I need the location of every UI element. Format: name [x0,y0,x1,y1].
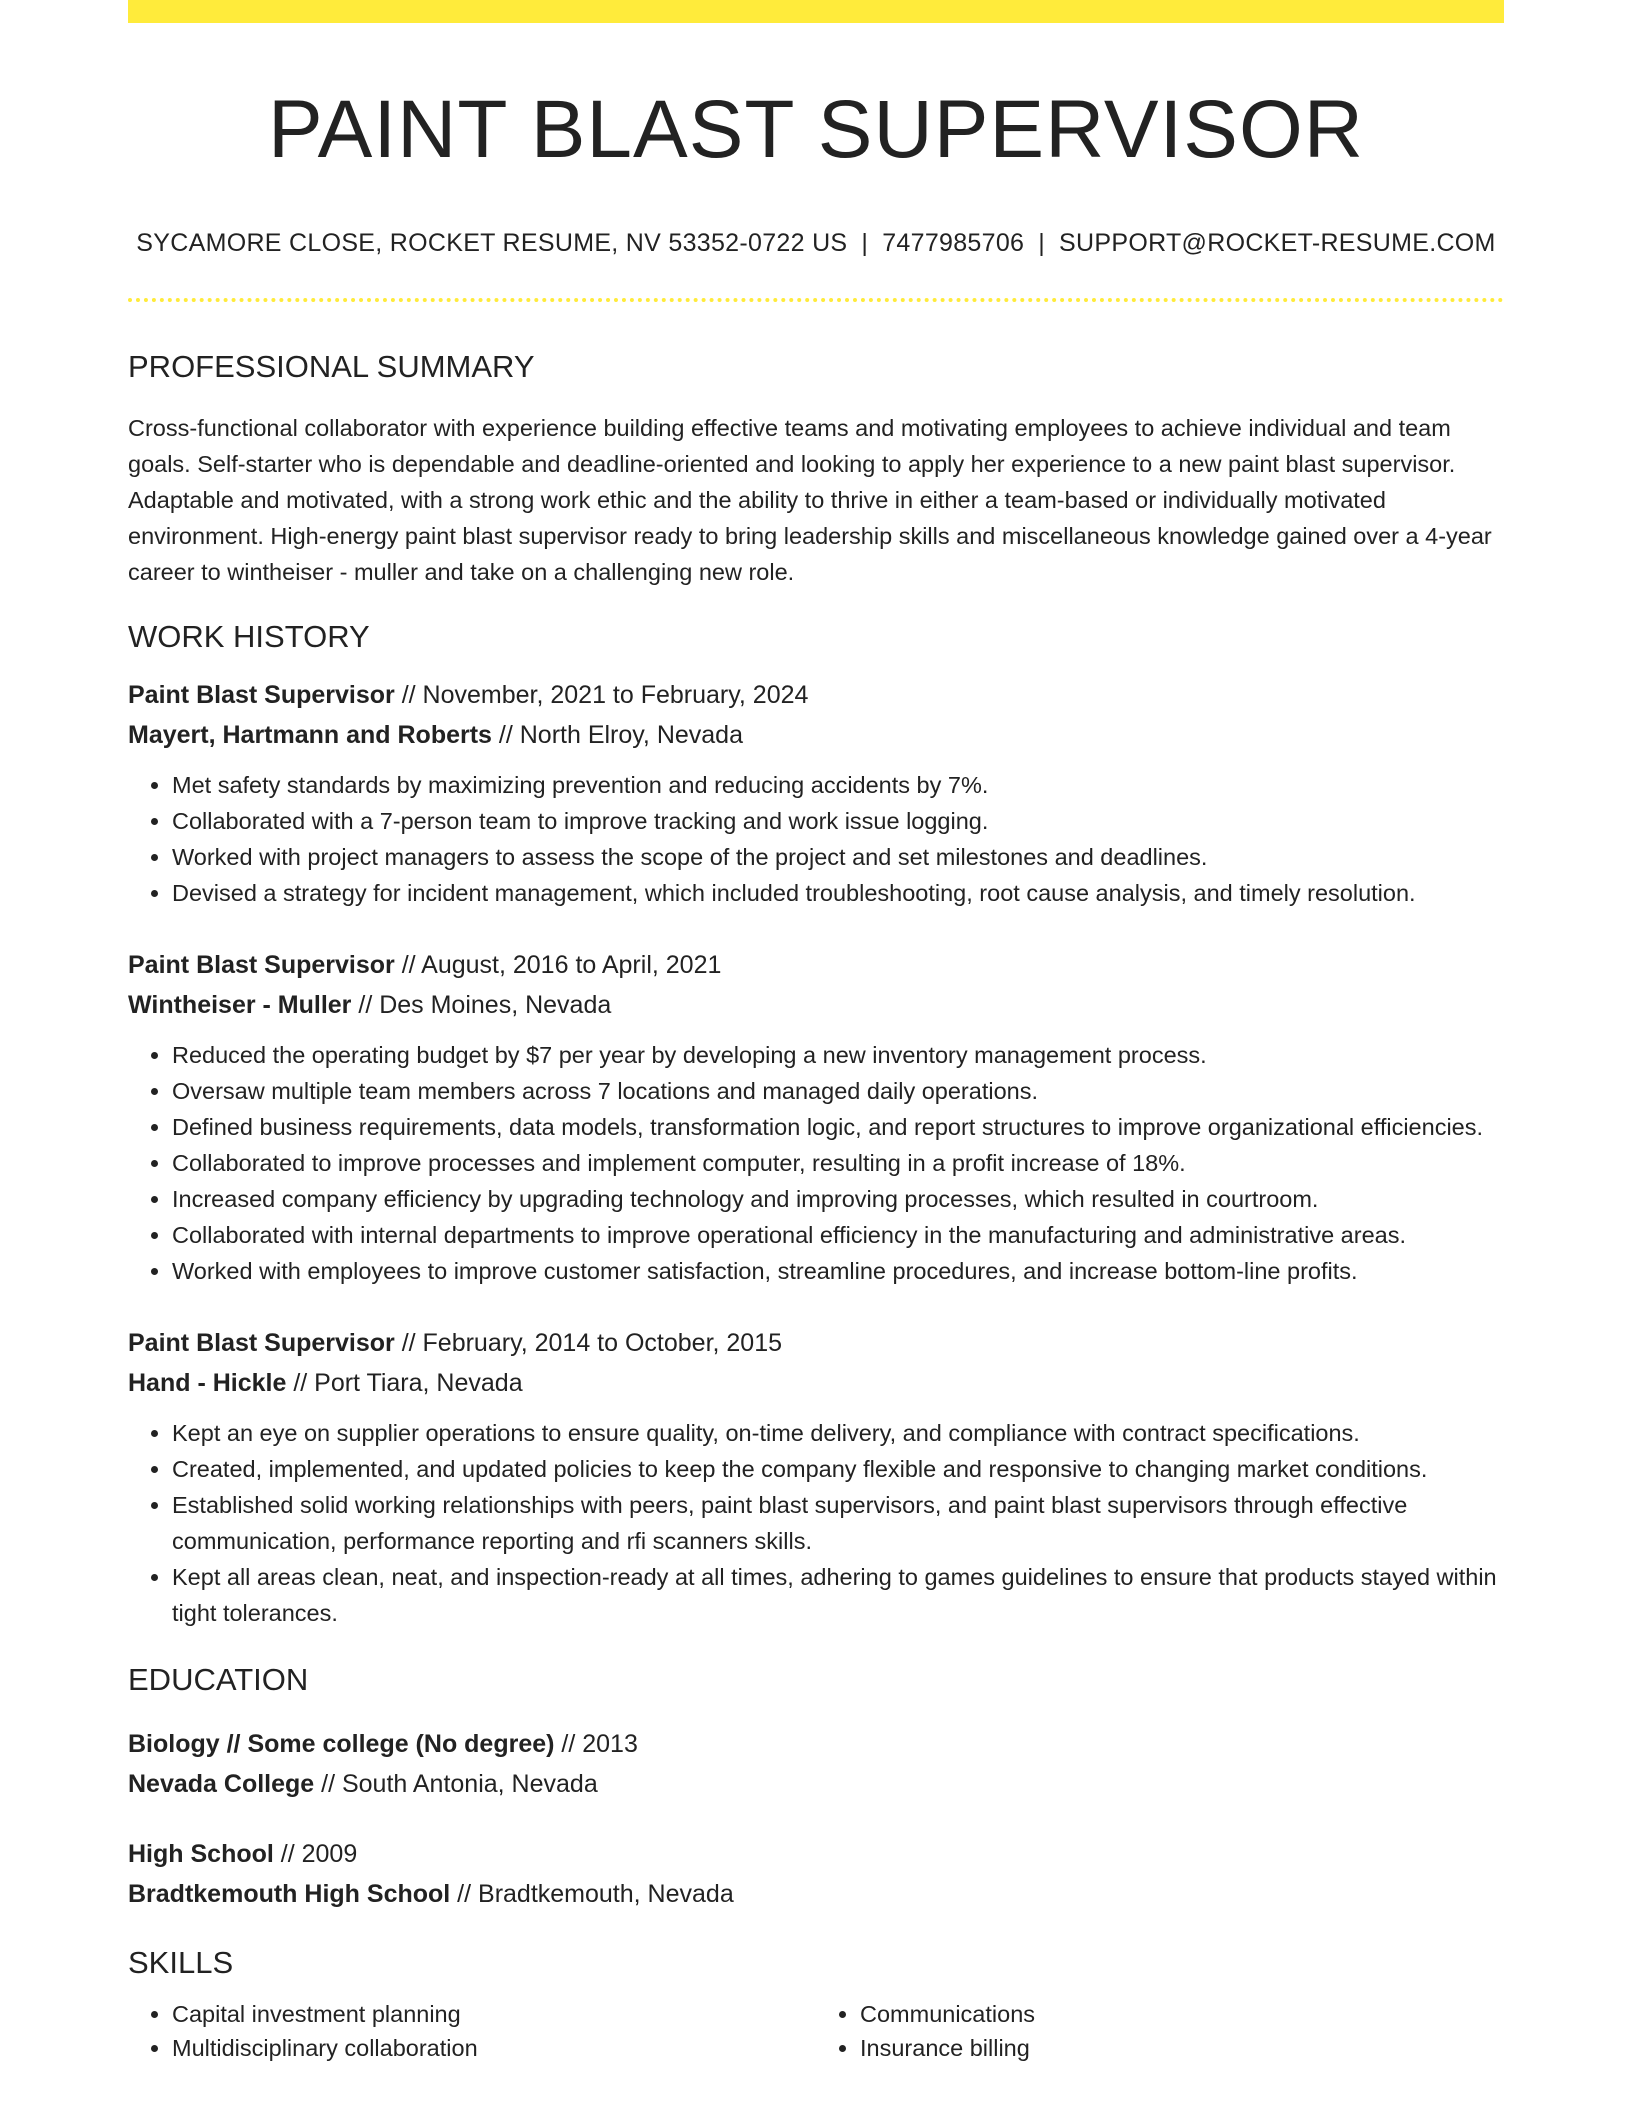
contact-separator: | [1038,229,1046,258]
education-degree: High School [128,1839,274,1868]
contact-line [128,229,1504,258]
job-entry [128,675,1504,911]
job-bullet: • Collaborated with internal departments to improve operational efficiency in the manufacturing and administrative areas. [172,1217,1504,1253]
education-location: // South Antonia, Nevada [314,1769,598,1798]
work-history-heading: WORK HISTORY [128,618,370,654]
top-accent-bar [128,0,1504,23]
job-bullet: • Created, implemented, and updated policies to keep the company flexible and responsive to changing market conditions. [172,1451,1504,1487]
education-degree-line [128,1724,1504,1764]
job-bullets [128,1037,1504,1289]
education-school: Bradtkemouth High School [128,1879,451,1908]
education-year: // 2013 [554,1729,638,1758]
job-company-line [128,985,1504,1025]
education-entry [128,1834,1504,1914]
skills-grid [128,1997,1504,2065]
job-bullet: • Kept an eye on supplier operations to ensure quality, on-time delivery, and compliance with contract specifications. [172,1415,1504,1451]
job-title: Paint Blast Supervisor [128,950,395,979]
skill-item: • Insurance billing [860,2031,1504,2065]
education-degree-line [128,1834,1504,1874]
job-dates: // August, 2016 to April, 2021 [394,950,722,979]
job-bullet: • Collaborated with a 7-person team to improve tracking and work issue logging. [172,803,1504,839]
resume-page [128,0,1504,2065]
job-title-line [128,1323,1504,1363]
job-bullet: • Collaborated to improve processes and implement computer, resulting in a profit increase of 18%. [172,1145,1504,1181]
job-dates: // November, 2021 to February, 2024 [394,680,809,709]
skill-item: • Multidisciplinary collaboration [172,2031,816,2065]
education-school-line [128,1874,1504,1914]
job-title: Paint Blast Supervisor [128,1328,395,1357]
job-company-line [128,1363,1504,1403]
job-bullet: • Worked with project managers to assess the scope of the project and set milestones and deadlines. [172,839,1504,875]
job-bullet: • Worked with employees to improve customer satisfaction, streamline procedures, and increase bottom-line profits. [172,1253,1504,1289]
skill-item: • Capital investment planning [172,1997,816,2031]
summary-heading: PROFESSIONAL SUMMARY [128,349,535,385]
job-bullet: • Oversaw multiple team members across 7 locations and managed daily operations. [172,1073,1504,1109]
job-location: // Port Tiara, Nevada [286,1368,523,1397]
job-bullet: • Devised a strategy for incident management, which included troubleshooting, root cause analysis, and timely resolution. [172,875,1504,911]
education-school: Nevada College [128,1769,315,1798]
education-heading: EDUCATION [128,1661,309,1697]
contact-separator: | [861,229,869,258]
job-company: Hand - Hickle [128,1368,287,1397]
job-dates: // February, 2014 to October, 2015 [394,1328,783,1357]
job-company: Mayert, Hartmann and Roberts [128,720,492,749]
education-year: // 2009 [273,1839,358,1868]
resume-title: PAINT BLAST SUPERVISOR [268,84,1364,175]
job-bullet: • Met safety standards by maximizing prevention and reducing accidents by 7%. [172,767,1504,803]
job-location: // North Elroy, Nevada [491,720,743,749]
dotted-divider [128,298,1504,302]
job-bullet: • Increased company efficiency by upgrading technology and improving processes, which resulted in courtroom. [172,1181,1504,1217]
job-bullet: • Reduced the operating budget by $7 per year by developing a new inventory management process. [172,1037,1504,1073]
education-school-line [128,1764,1504,1804]
job-company: Wintheiser - Muller [128,990,352,1019]
address-text: SYCAMORE CLOSE, ROCKET RESUME, NV 53352-0722 US [136,229,848,258]
job-title-line [128,675,1504,715]
job-bullet: • Defined business requirements, data models, transformation logic, and report structures to improve organizational efficiencies. [172,1109,1504,1145]
email-text: SUPPORT@ROCKET-RESUME.COM [1059,229,1496,258]
job-location: // Des Moines, Nevada [351,990,612,1019]
job-title: Paint Blast Supervisor [128,680,395,709]
phone-text: 7477985706 [882,229,1025,258]
job-entry [128,945,1504,1289]
job-entry [128,1323,1504,1631]
job-bullets [128,1415,1504,1631]
skills-column-right [816,1997,1504,2065]
education-entry [128,1724,1504,1804]
skills-column-left [128,1997,816,2065]
job-bullet: • Established solid working relationships with peers, paint blast supervisors, and paint blast supervisors through effective communication, performance reporting and rfi scanners skills. [172,1487,1504,1559]
education-location: // Bradtkemouth, Nevada [450,1879,734,1908]
job-bullets [128,767,1504,911]
job-bullet: • Kept all areas clean, neat, and inspection-ready at all times, adhering to games guidelines to ensure that products stayed within tight tolerances. [172,1559,1504,1631]
job-company-line [128,715,1504,755]
skills-heading: SKILLS [128,1944,234,1980]
education-degree: Biology // Some college (No degree) [128,1729,555,1758]
job-title-line [128,945,1504,985]
summary-text: Cross-functional collaborator with experience building effective teams and motivating employees to achieve individual and team goals. Self-starter who is dependable and deadline-oriented and looking to apply her experience to a new paint blast supervisor. Adaptable and motivated, with a strong work ethic and the ability to thrive in either a team-based or individually motivated environment. High-energy paint blast supervisor ready to bring leadership skills and miscellaneous knowledge gained over a 4-year career to wintheiser - muller and take on a challenging new role. [128,414,1492,585]
skill-item: • Communications [860,1997,1504,2031]
